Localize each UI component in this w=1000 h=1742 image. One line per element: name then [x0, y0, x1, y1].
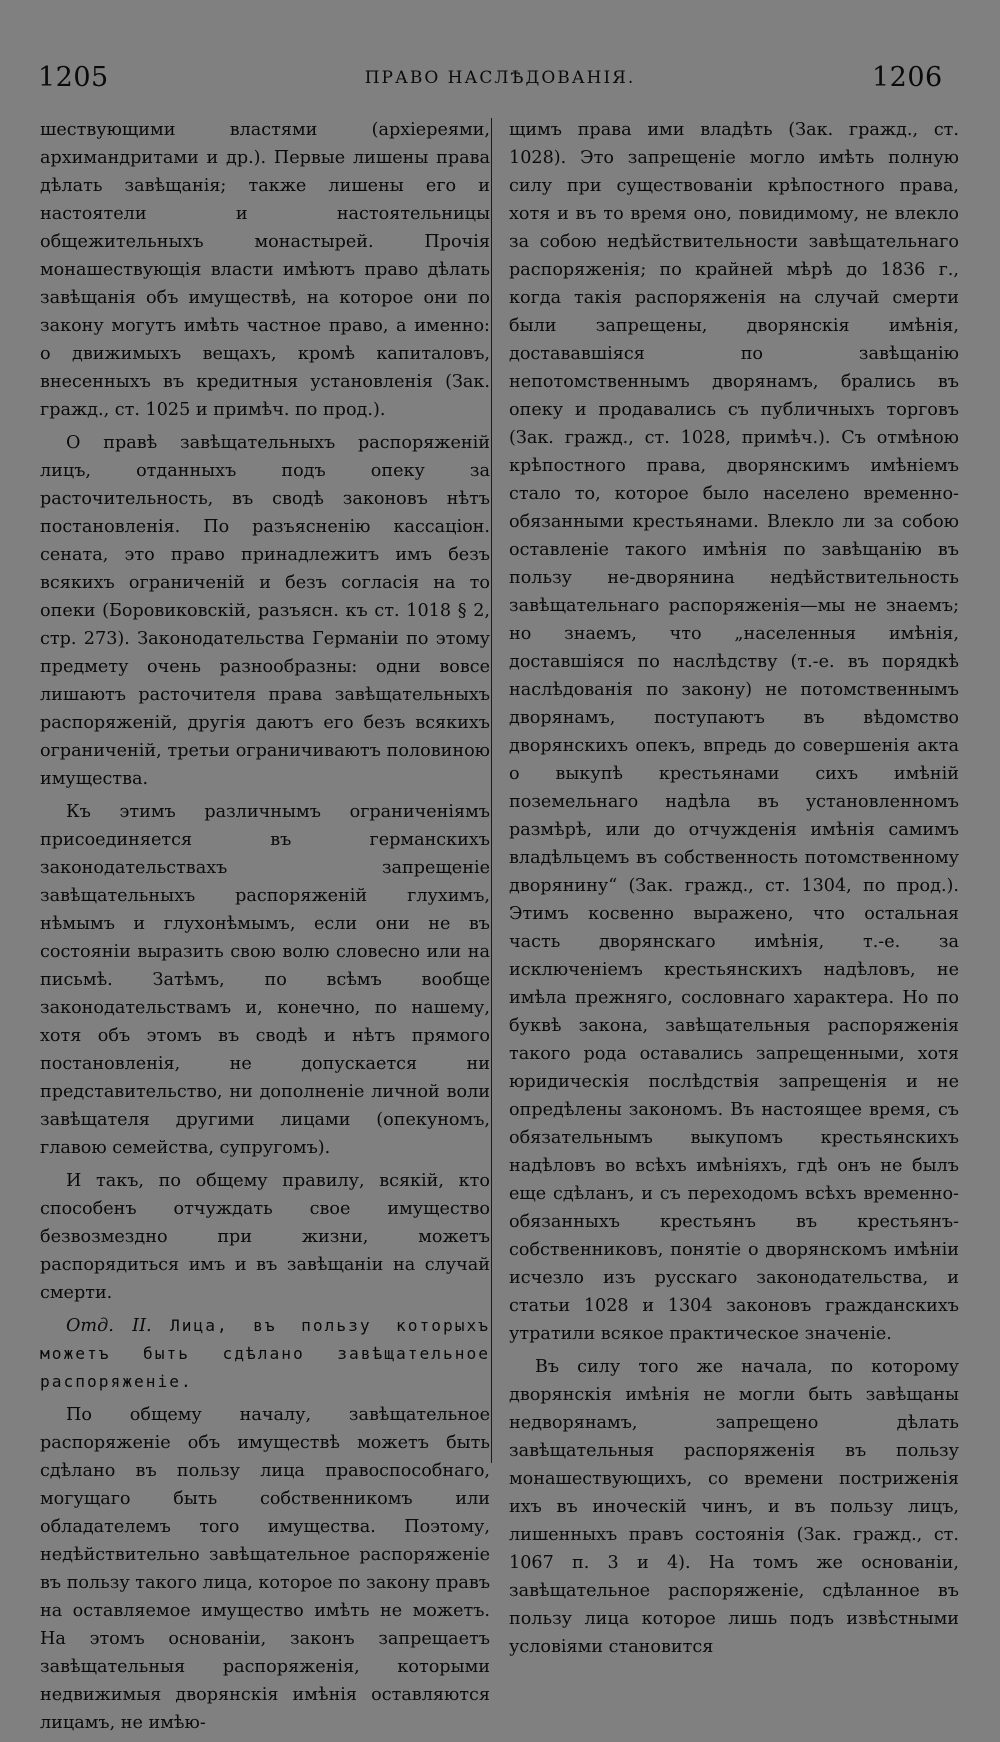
- section-label: Отд. II.: [66, 1316, 152, 1336]
- paragraph: щимъ права ими владѣть (Зак. гражд., ст. 1028). Это запрещеніе могло имѣть полную силу при существованіи крѣпостного права, хотя и въ то время оно, повидимому, не влекло за собою недѣйствительности завѣщательнаго распоряженія; по крайней мѣрѣ до 1836 г., когда такія распоряженія на случай смерти были запрещены, дворянскія имѣнія, достававшіяся по завѣщанію непотомственнымъ дворянамъ, брались въ опеку и продавались съ публичныхъ торговъ (Зак. гражд., ст. 1028, примѣч.). Съ отмѣною крѣпостного права, дворянскимъ имѣніемъ стало то, которое было населено временно-обязанными крестьянами. Влекло ли за собою оставленіе такого имѣнія по завѣщанію въ пользу не-дворянина недѣйствительность завѣщательнаго распоряженія—мы не знаемъ; но знаемъ, что „населенныя имѣнія, доставшіяся по наслѣдству (т.-е. въ порядкѣ наслѣдованія по закону) не потомственнымъ дворянамъ, поступаютъ въ вѣдомство дворянскихъ опекъ, впредь до совершенія акта о выкупѣ крестьянами сихъ имѣній поземельнаго надѣла въ установленномъ размѣрѣ, или до отчужденія имѣнія самимъ владѣльцемъ въ собственность потомственному дворянину“ (Зак. гражд., ст. 1304, по прод.). Этимъ косвенно выражено, что остальная часть дворянскаго имѣнія, т.-е. за исключеніемъ крестьянскихъ надѣловъ, не имѣла прежняго, сословнаго характера. Но по буквѣ закона, завѣщательныя распоряженія такого рода оставались запрещенными, хотя юридическія послѣдствія запрещенія и не опредѣлены закономъ. Въ настоящее время, съ обязательнымъ выкупомъ крестьянскихъ надѣловъ во всѣхъ имѣніяхъ, гдѣ онъ не былъ еще сдѣланъ, и съ переходомъ всѣхъ временно-обязанныхъ крестьянъ въ крестьянъ-собственниковъ, понятіе о дворянскомъ имѣніи исчезло изъ русскаго законодательства, и статьи 1028 и 1304 законовъ гражданскихъ утратили всякое практическое значеніе.: [509, 120, 959, 1344]
- paragraph: шествующими властями (архіереями, архимандритами и др.). Первые лишены права дѣлать завѣщанія; также лишены его и настоятели и настоятельницы общежительныхъ монастырей. Прочія монашествующія власти имѣютъ право дѣлать завѣщанія объ имуществѣ, на которое они по закону могутъ имѣть частное право, а именно: о движимыхъ вещахъ, кромѣ капиталовъ, внесенныхъ въ кредитныя установленія (Зак. гражд., ст. 1025 и примѣч. по прод.).: [40, 120, 490, 420]
- paragraph: О правѣ завѣщательныхъ распоряженій лицъ, отданныхъ подъ опеку за расточительность, въ сводѣ законовъ нѣтъ постановленія. По разъясненію кассаціон. сената, это право принадлежитъ имъ безъ всякихъ ограниченій и безъ согласія на то опеки (Боровиковскій, разъясн. къ ст. 1018 § 2, стр. 273). Законодательства Германіи по этому предмету очень разнообразны: одни вовсе лишаютъ расточителя права завѣщательныхъ распоряженій, другія даютъ его безъ всякихъ ограниченій, третьи ограничиваютъ половиною имущества.: [40, 433, 490, 789]
- page-number-right: 1206: [872, 62, 943, 93]
- paragraph: По общему началу, завѣщательное распоряженіе объ имуществѣ можетъ быть сдѣлано въ пользу лица правоспособнаго, могущаго быть собственникомъ или обладателемъ того имущества. Поэтому, недѣйствительно завѣщательное распоряженіе въ пользу такого лица, которое по закону правъ на оставляемое имущество имѣть не можетъ. На этомъ основаніи, законъ запрещаетъ завѣщательныя распоряженія, которыми недвижимыя дворянскія имѣнія оставляются лицамъ, не имѣю-: [40, 1405, 491, 1733]
- paragraph: Къ этимъ различнымъ ограниченіямъ присоединяется въ германскихъ законодательствахъ запрещеніе завѣщательныхъ распоряженій глухимъ, нѣмымъ и глухонѣмымъ, если они не въ состояніи выразить свою волю словесно или на письмѣ. Затѣмъ, по всѣмъ вообще законодательствамъ и, конечно, по нашему, хотя объ этомъ въ сводѣ и нѣтъ прямого постановленія, не допускается ни представительство, ни дополненіе личной воли завѣщателя другими лицами (опекуномъ, главою семейства, супругомъ).: [40, 802, 490, 1158]
- right-column: [509, 116, 959, 1666]
- paragraph: Въ силу того же начала, по которому дворянскія имѣнія не могли быть завѣщаны недворянамъ, запрещено дѣлать завѣщательныя распоряженія въ пользу монашествующихъ, со времени постриженія ихъ въ иноческій чинъ, и въ пользу лицъ, лишенныхъ правъ состоянія (Зак. гражд., ст. 1067 п. 3 и 4). На томъ же основаніи, завѣщательное распоряженіе, сдѣланное въ пользу лица которое лишь подъ извѣстными условіями становится: [509, 1357, 959, 1657]
- column-divider: [491, 118, 492, 1463]
- page-number-left: 1205: [38, 62, 109, 93]
- section-title: Лица, въ пользу которыхъ можетъ быть сдѣлано завѣщательное распоряженіе.: [40, 1316, 491, 1391]
- left-column: [40, 116, 490, 1742]
- running-title: ПРАВО НАСЛѢДОВАНІЯ.: [364, 68, 636, 88]
- section-heading: [40, 1312, 490, 1396]
- paragraph: И такъ, по общему правилу, всякій, кто способенъ отчуждать свое имущество безвозмездно при жизни, можетъ распорядиться имъ и въ завѣщаніи на случай смерти.: [40, 1171, 490, 1303]
